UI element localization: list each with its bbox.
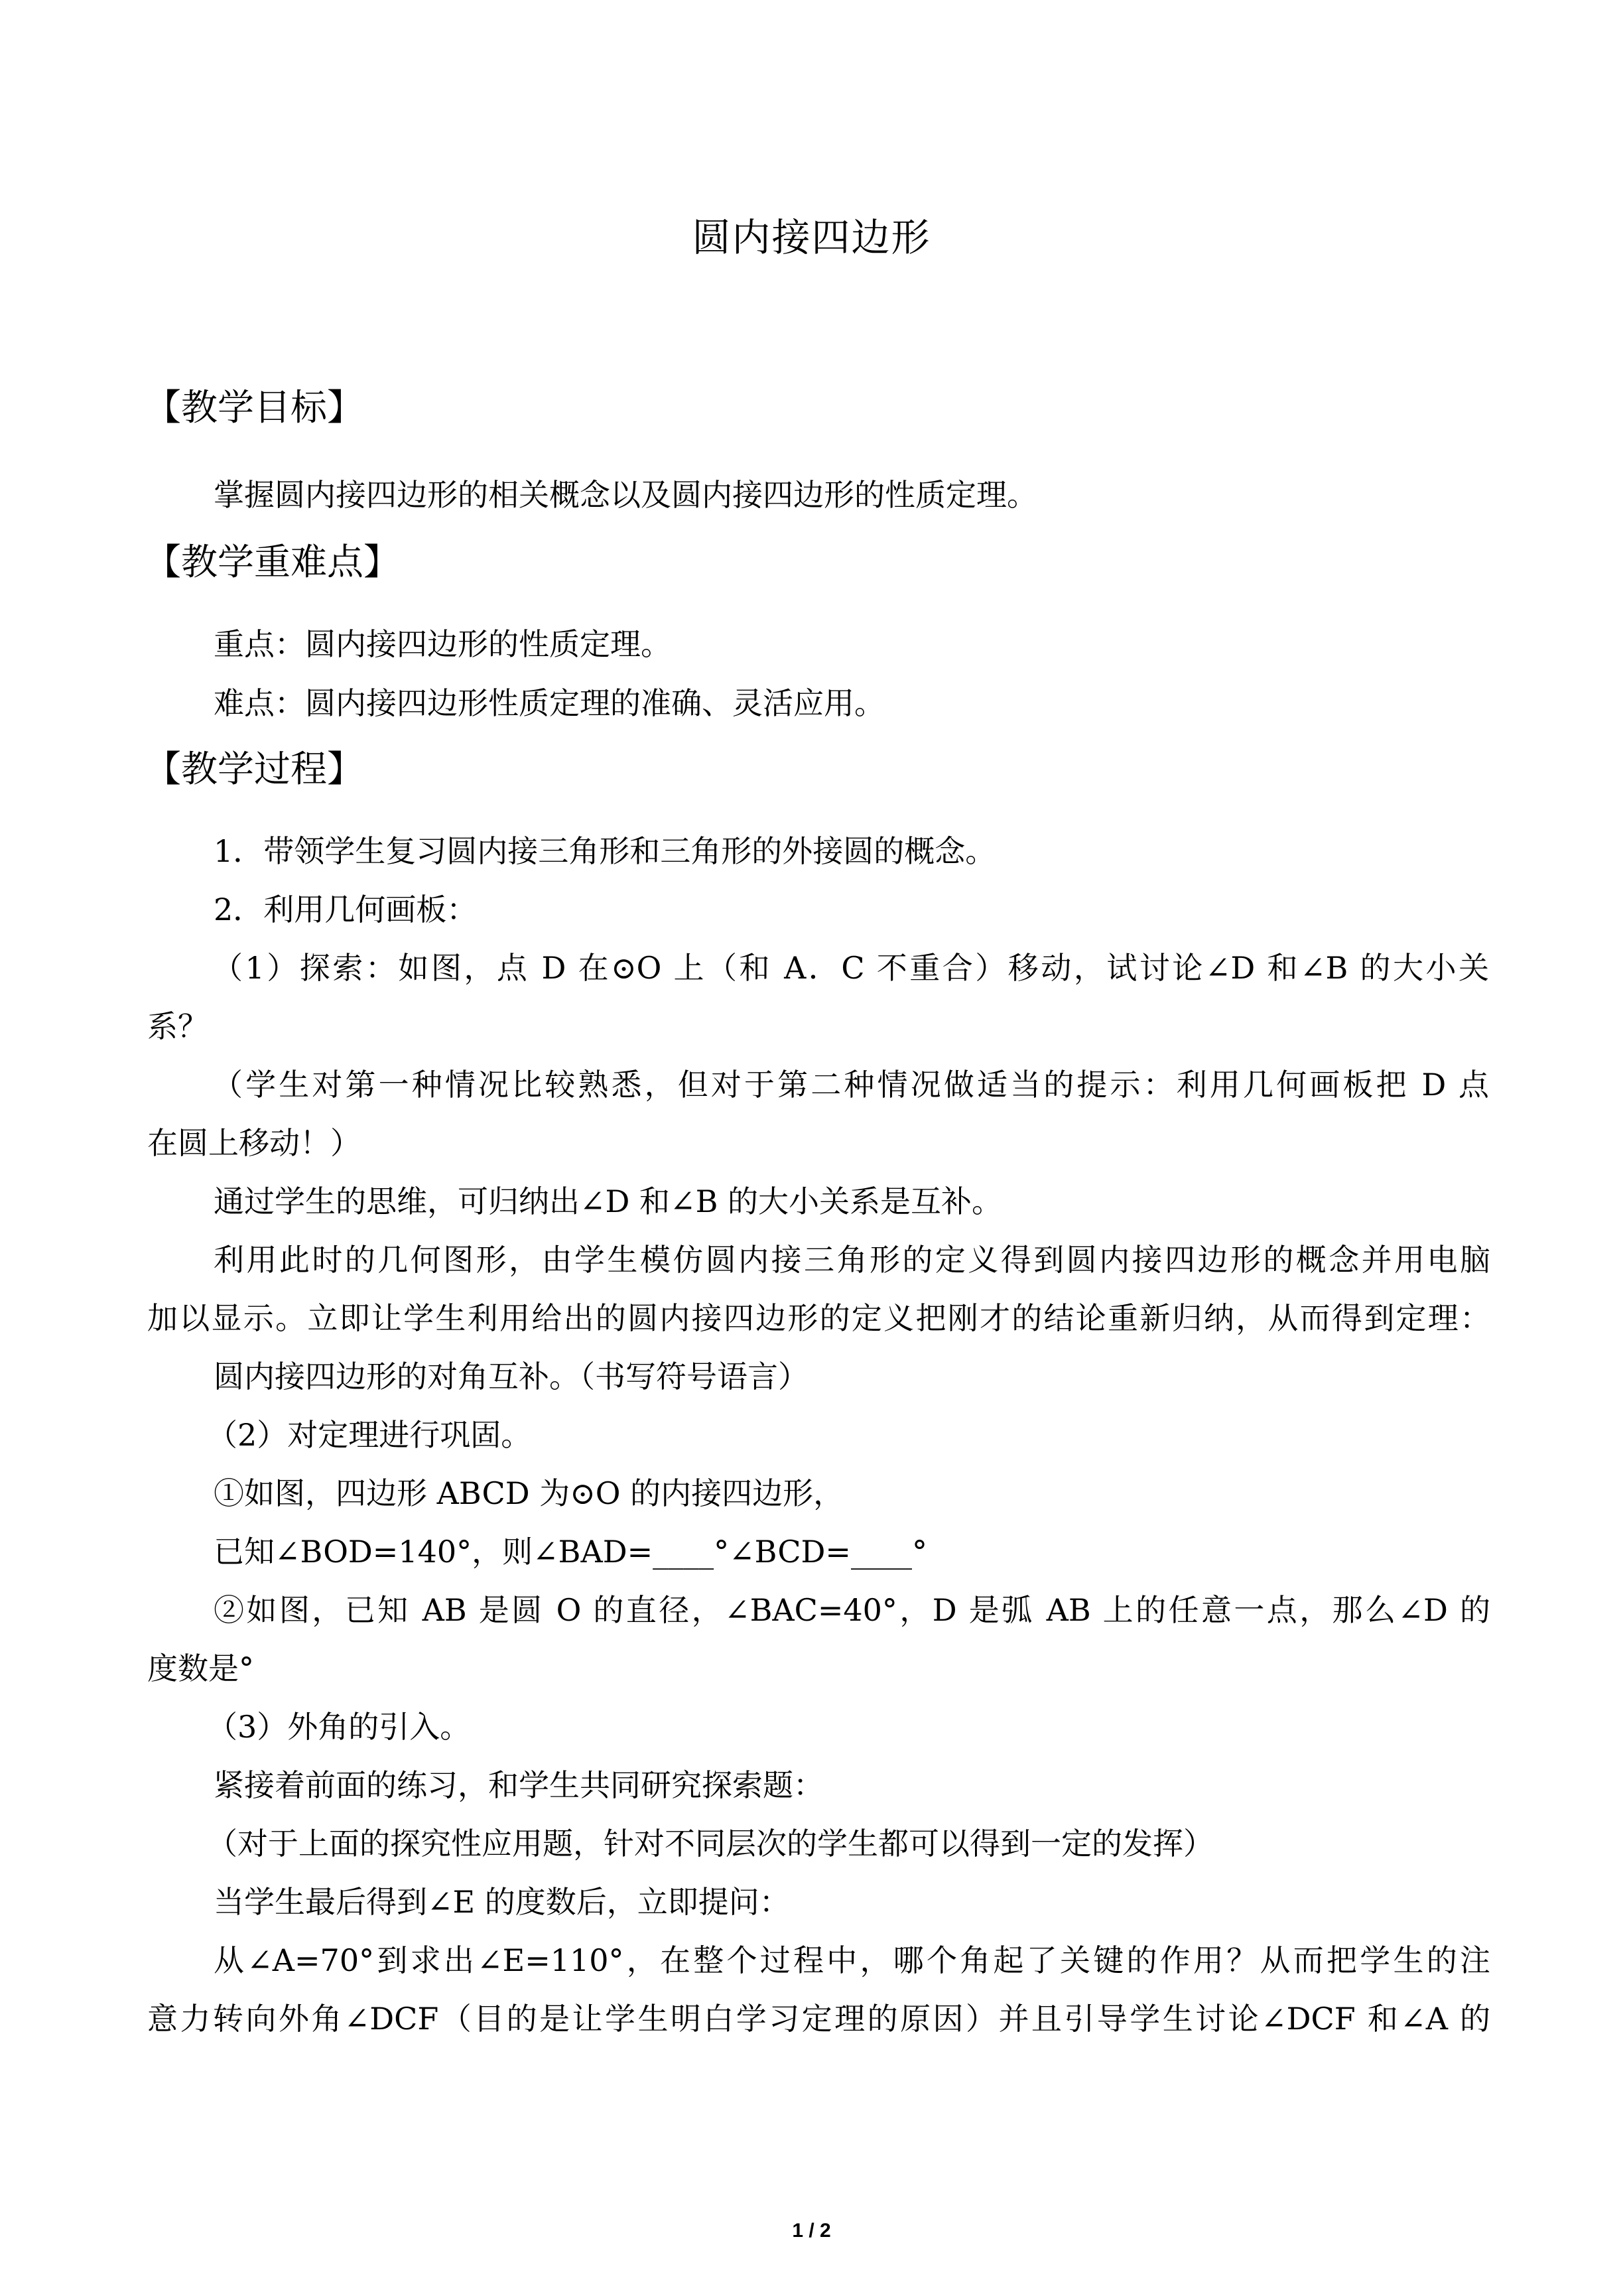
step-2: 2．利用几何画板： <box>214 892 478 927</box>
exercise-2-line-2: 度数是° <box>147 1651 254 1686</box>
exercise-1-line-1: ①如图，四边形 ABCD 为⊙O 的内接四边形， <box>214 1475 844 1511</box>
objectives-text: 掌握圆内接四边形的相关概念以及圆内接四边形的性质定理。 <box>214 477 1037 513</box>
conclusion-text: 通过学生的思维，可归纳出∠D 和∠B 的大小关系是互补。 <box>214 1183 1003 1219</box>
hint-line-1: （学生对第一种情况比较熟悉，但对于第二种情况做适当的提示：利用几何画板把 D 点 <box>212 1067 1490 1103</box>
define-line-1: 利用此时的几何图形，由学生模仿圆内接三角形的定义得到圆内接四边形的概念并用电脑 <box>214 1242 1490 1278</box>
explore-line-2: 系？ <box>147 1008 208 1044</box>
key-line-2: 意力转向外角∠DCF（目的是让学生明白学习定理的原因）并且引导学生讨论∠DCF 和∠A 的 <box>147 2001 1490 2037</box>
consolidate-text: （2）对定理进行巩固。 <box>207 1417 532 1453</box>
exercise-2-line-1: ②如图，已知 AB 是圆 O 的直径，∠BAC=40°，D 是弧 AB 上的任意一点，那么∠D 的 <box>214 1592 1490 1628</box>
process-heading: 【教学过程】 <box>145 748 364 790</box>
key-line-1: 从∠A=70°到求出∠E=110°，在整个过程中，哪个角起了关键的作用？从而把学生的注 <box>214 1942 1490 1978</box>
hint-line-2: 在圆上移动！） <box>147 1125 361 1161</box>
objectives-heading: 【教学目标】 <box>145 386 364 429</box>
page-title: 圆内接四边形 <box>692 215 931 260</box>
theorem-text: 圆内接四边形的对角互补。（书写符号语言） <box>214 1359 809 1394</box>
key-points-heading: 【教学重难点】 <box>145 541 401 583</box>
exercise-1-line-2: 已知∠BOD=140°，则∠BAD=____°∠BCD=____° <box>214 1534 927 1570</box>
step-1: 1．带领学生复习圆内接三角形和三角形的外接圆的概念。 <box>214 833 996 869</box>
difficulty-text: 难点：圆内接四边形性质定理的准确、灵活应用。 <box>214 685 885 721</box>
exterior-angle-intro: （3）外角的引入。 <box>207 1709 471 1745</box>
ask-text: 当学生最后得到∠E 的度数后，立即提问： <box>214 1884 790 1920</box>
page-number: 1 / 2 <box>792 2220 831 2242</box>
focus-text: 重点：圆内接四边形的性质定理。 <box>214 626 671 662</box>
note-text: （对于上面的探究性应用题，针对不同层次的学生都可以得到一定的发挥） <box>207 1826 1214 1861</box>
define-line-2: 加以显示。立即让学生利用给出的圆内接四边形的定义把刚才的结论重新归纳，从而得到定理： <box>147 1300 1490 1336</box>
follow-up-text: 紧接着前面的练习，和学生共同研究探索题： <box>214 1767 824 1803</box>
explore-line-1: （1）探索：如图，点 D 在⊙O 上（和 A．C 不重合）移动，试讨论∠D 和∠B 的大小关 <box>212 950 1489 986</box>
